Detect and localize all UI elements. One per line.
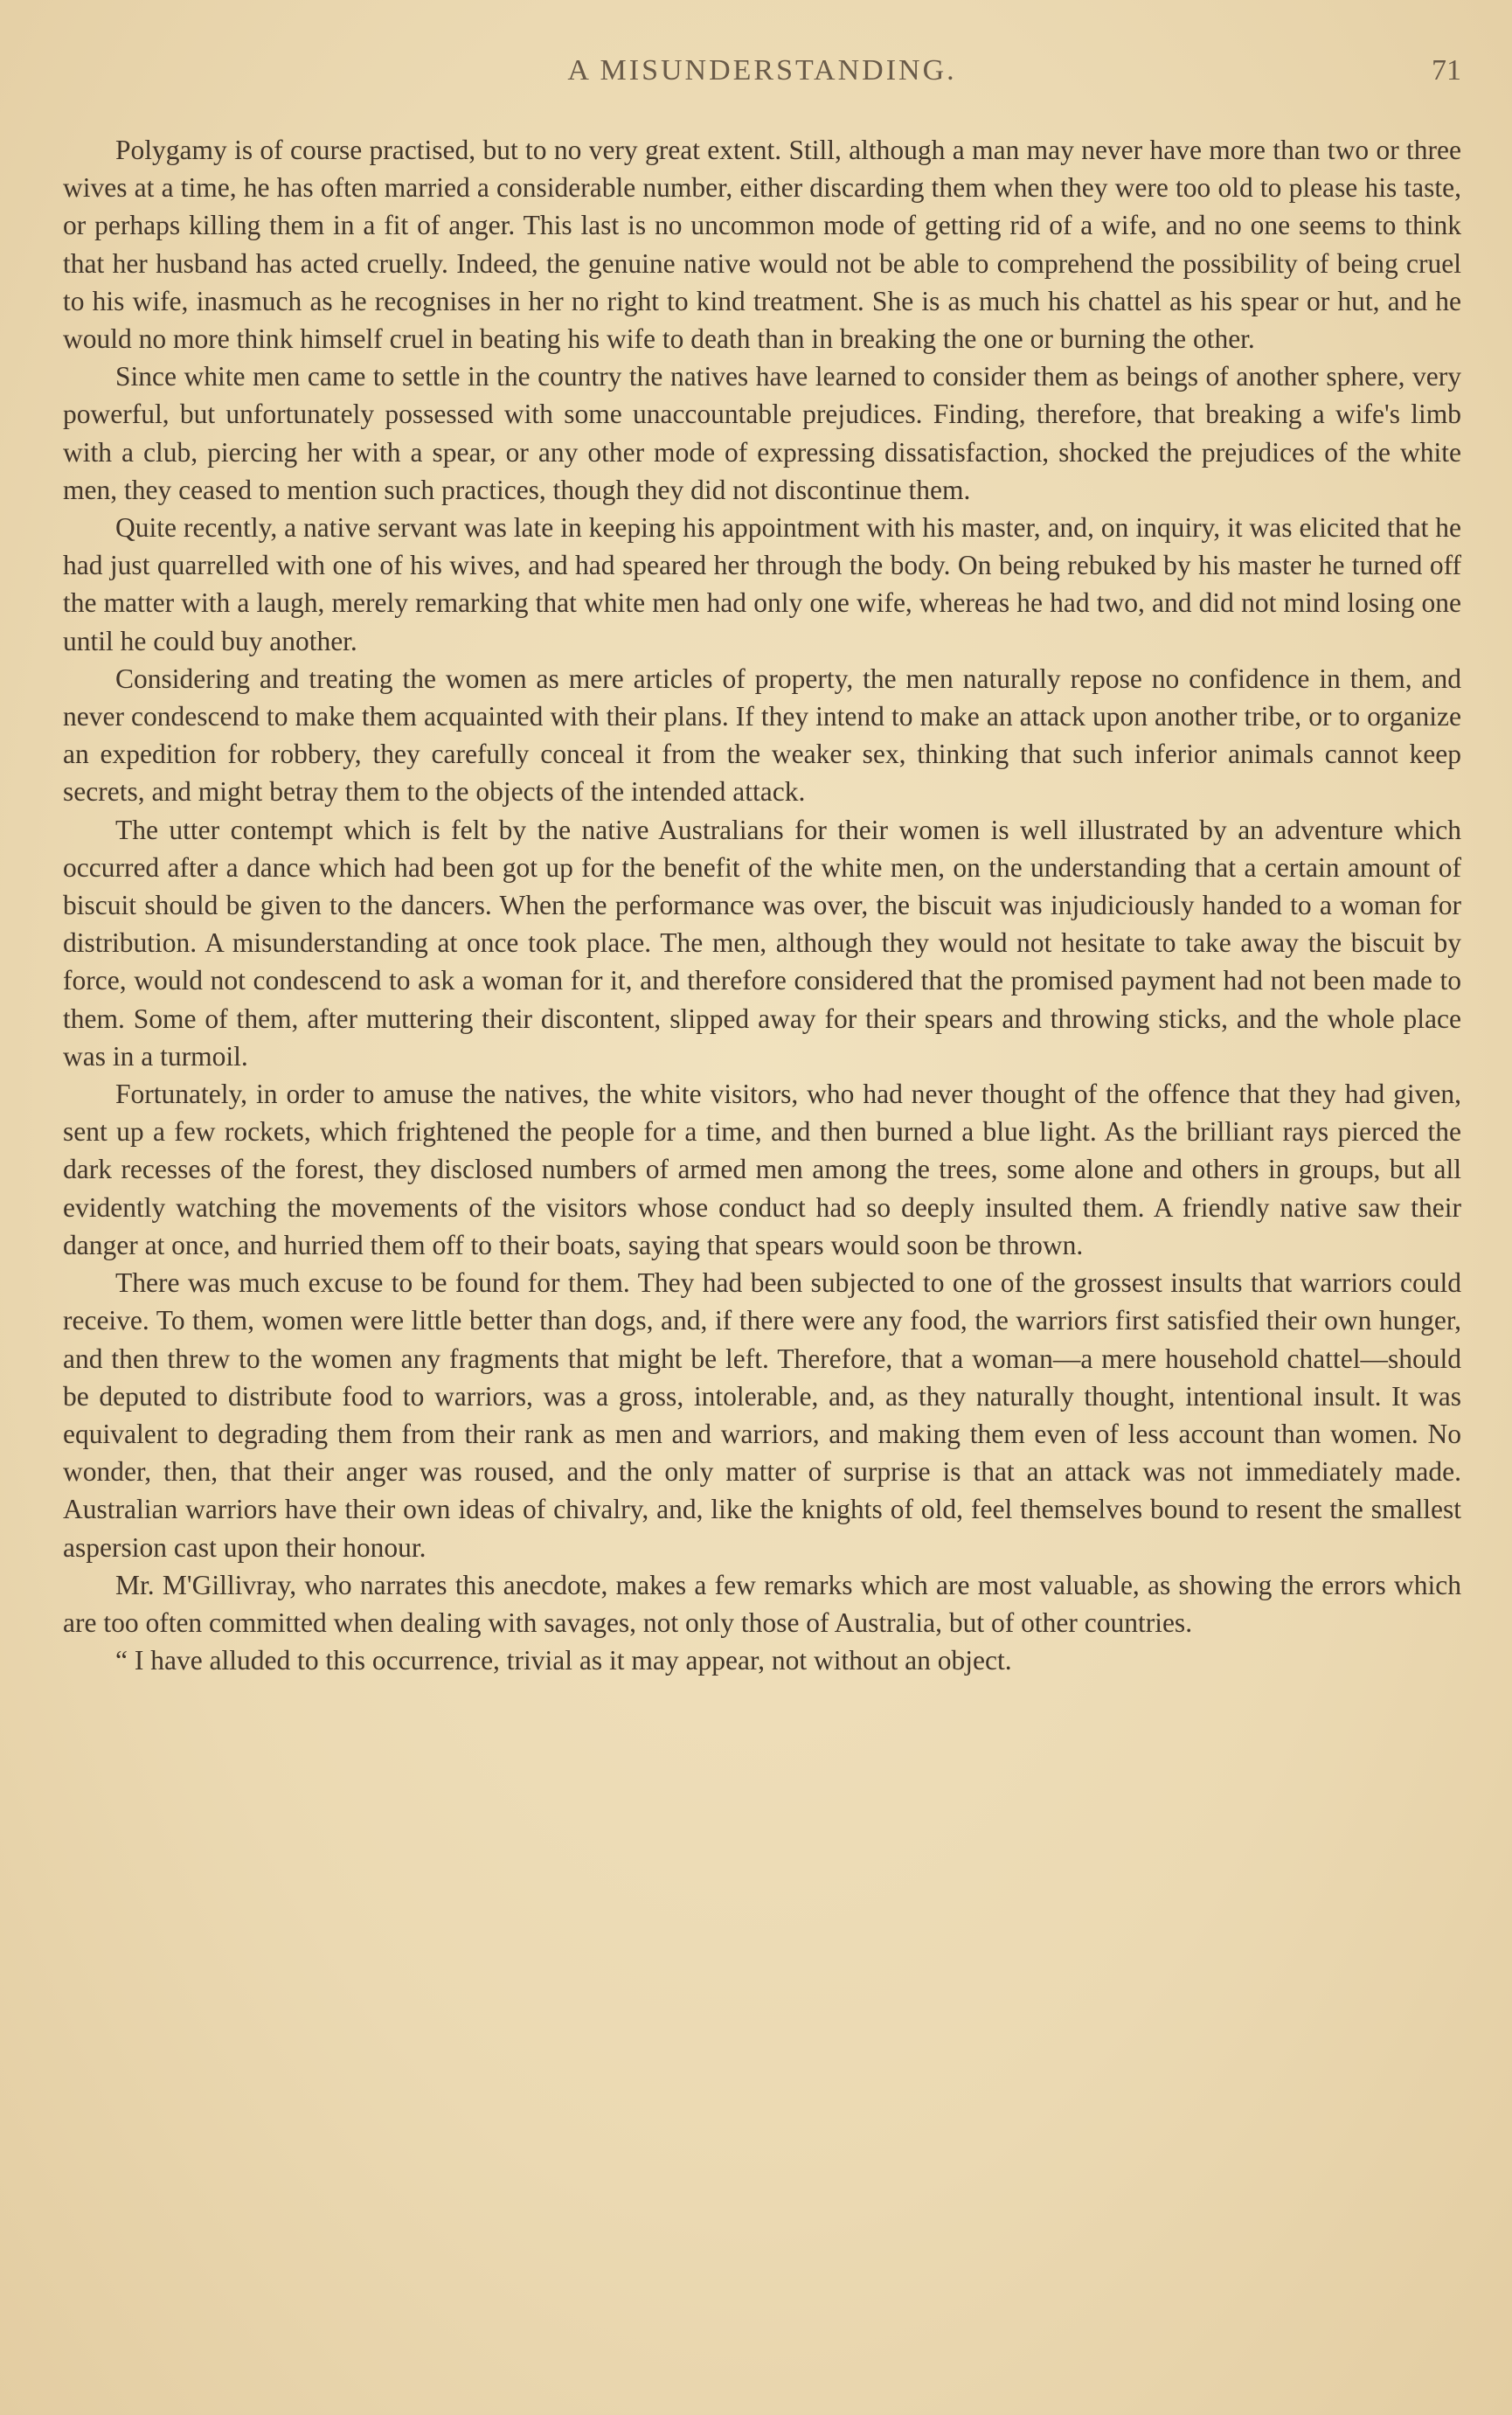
paragraph: Mr. M'Gillivray, who narrates this anecdote, makes a few remarks which are most valuable, as showing the errors which are too often committed when dealing with savages, not only those of Australia, but of other countries. — [63, 1569, 1461, 1638]
page-number: 71 — [1432, 54, 1461, 87]
paragraph: Quite recently, a native servant was late in keeping his appointment with his master, and, on inquiry, it was elicited that he had just quarrelled with one of his wives, and had speared her through the body. On being rebuked by his master he turned off the matter with a laugh, merely remarking that white men had only one wife, whereas he had two, and did not mind losing one until he could buy another. — [63, 512, 1461, 656]
paragraph: Polygamy is of course practised, but to no very great extent. Still, although a man may never have more than two or three wives at a time, he has often married a considerable number, either discarding them when they were too old to please his taste, or perhaps killing them in a fit of anger. This last is no uncommon mode of getting rid of a wife, and no one seems to think that her husband has acted cruelly. Indeed, the genuine native would not be able to comprehend the possibility of being cruel to his wife, inasmuch as he recognises in her no right to kind treatment. She is as much his chattel as his spear or hut, and he would no more think himself cruel in beating his wife to death than in breaking the one or burning the other. — [63, 135, 1461, 355]
paragraph: “ I have alluded to this occurrence, trivial as it may appear, not without an object. — [115, 1645, 1012, 1676]
running-title: A MISUNDERSTANDING. — [567, 54, 957, 87]
page-header — [63, 54, 1461, 98]
paragraph: There was much excuse to be found for them. They had been subjected to one of the grossest insults that warriors could receive. To them, women were little better than dogs, and, if there were any food, the warriors first satisfied their own hunger, and then threw to the women any fragments that might be left. Therefore, that a woman—a mere household chattel—should be deputed to distribute food to warriors, was a gross, intolerable, and, as they naturally thought, intentional insult. It was equivalent to degrading them from their rank as men and warriors, and making them even of less account than women. No wonder, then, that their anger was roused, and the only matter of surprise is that an attack was not immediately made. Australian warriors have their own ideas of chivalry, and, like the knights of old, feel themselves bound to resent the smallest aspersion cast upon their honour. — [63, 1267, 1461, 1563]
paragraph: The utter contempt which is felt by the native Australians for their women is well illustrated by an adventure which occurred after a dance which had been got up for the benefit of the white men, on the understanding that a certain amount of biscuit should be given to the dancers. When the performance was over, the biscuit was injudiciously handed to a woman for distribution. A misunderstanding at once took place. The men, although they would not hesitate to take away the biscuit by force, would not condescend to ask a woman for it, and therefore considered that the promised payment had not been made to them. Some of them, after muttering their discontent, slipped away for their spears and throwing sticks, and the whole place was in a turmoil. — [63, 814, 1461, 1072]
body-text — [63, 131, 1461, 1679]
paragraph: Since white men came to settle in the country the natives have learned to consider them as beings of another sphere, very powerful, but unfortunately possessed with some unaccountable prejudices. Finding, therefore, that breaking a wife's limb with a club, piercing her with a spear, or any other mode of expressing dissatisfaction, shocked the prejudices of the white men, they ceased to mention such practices, though they did not discontinue them. — [63, 361, 1461, 505]
paragraph: Considering and treating the women as mere articles of property, the men naturally repose no confidence in them, and never condescend to make them acquainted with their plans. If they intend to make an attack upon another tribe, or to organize an expedition for robbery, they carefully conceal it from the weaker sex, thinking that such inferior animals cannot keep secrets, and might betray them to the objects of the intended attack. — [63, 663, 1461, 808]
paragraph: Fortunately, in order to amuse the natives, the white visitors, who had never thought of the offence that they had given, sent up a few rockets, which frightened the people for a time, and then burned a blue light. As the brilliant rays pierced the dark recesses of the forest, they disclosed numbers of armed men among the trees, some alone and others in groups, but all evidently watching the movements of the visitors whose conduct had so deeply insulted them. A friendly native saw their danger at once, and hurried them off to their boats, saying that spears would soon be thrown. — [63, 1079, 1461, 1260]
